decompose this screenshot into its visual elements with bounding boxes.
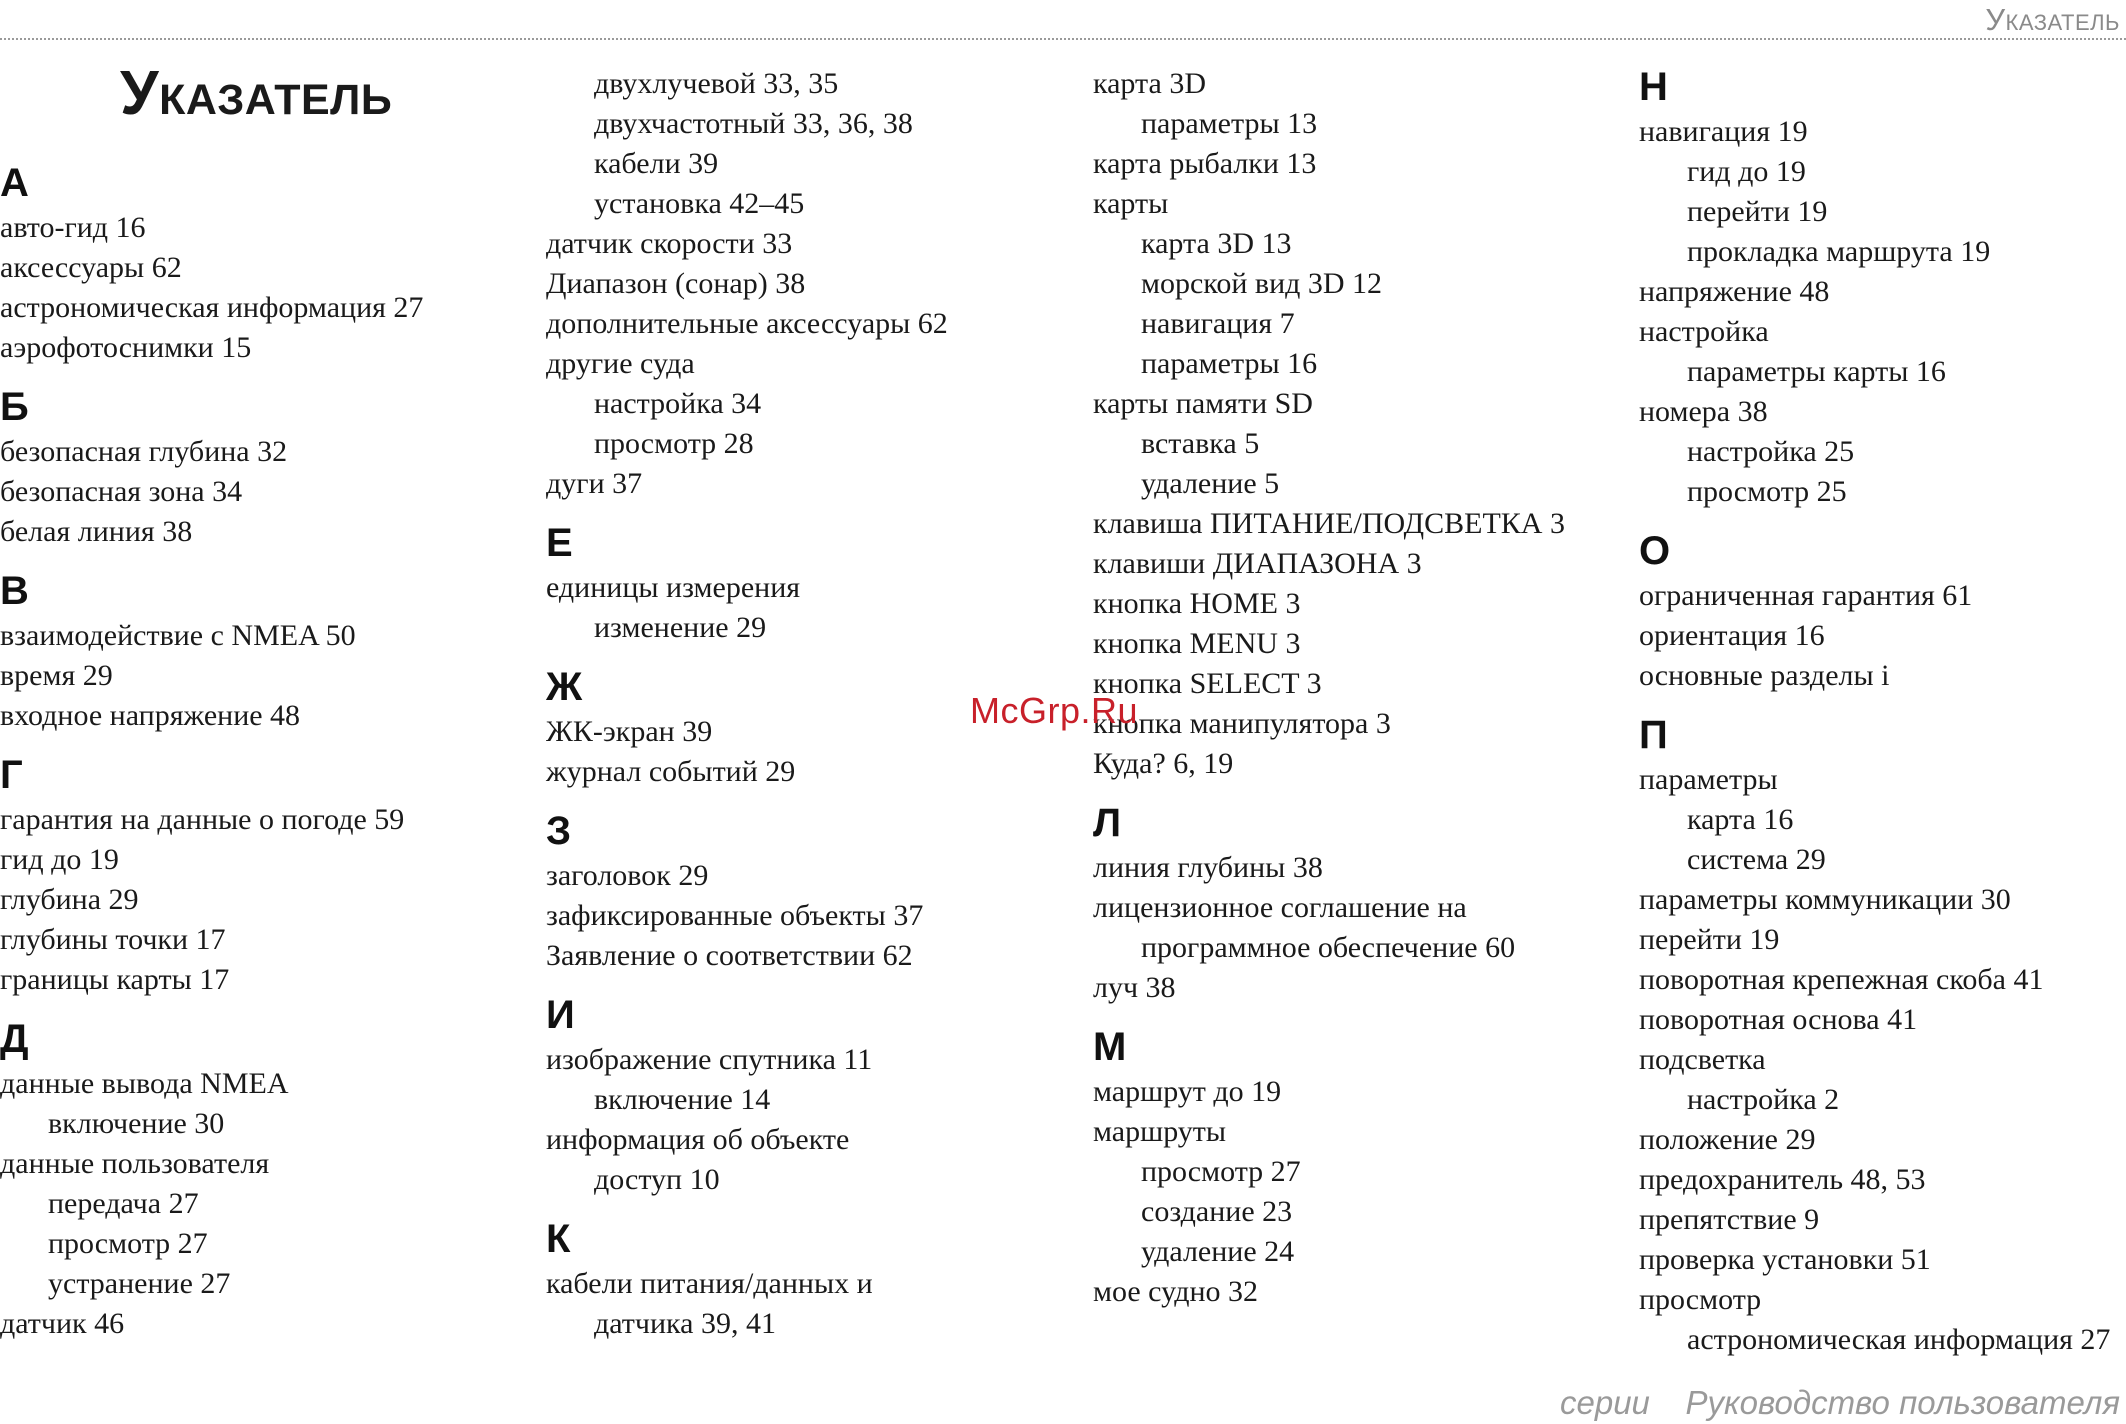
- index-entry: кнопка HOME 3: [1093, 587, 1301, 620]
- index-entry: карта 3D: [1093, 67, 1206, 100]
- index-subentry: вставка 5: [1141, 427, 1260, 460]
- index-letter-heading: Б: [0, 385, 29, 429]
- index-entry: Диапазон (сонар) 38: [546, 267, 806, 300]
- index-entry: гарантия на данные о погоде 59: [0, 803, 405, 836]
- index-subentry: создание 23: [1141, 1195, 1293, 1228]
- index-entry: кнопка MENU 3: [1093, 627, 1301, 660]
- index-entry: дуги 37: [546, 467, 643, 500]
- index-entry: единицы измерения: [546, 571, 801, 604]
- index-entry: параметры: [1639, 763, 1778, 796]
- footer-manual-title: Руководство пользователя: [1685, 1384, 2120, 1421]
- index-entry: глубины точки 17: [0, 923, 226, 956]
- index-column-4: [1639, 62, 2126, 1360]
- index-entry: границы карты 17: [0, 963, 230, 996]
- index-entry: подсветка: [1639, 1043, 1766, 1076]
- index-entry: клавиша ПИТАНИЕ/ПОДСВЕТКА 3: [1093, 507, 1565, 540]
- index-entry: данные вывода NMEA: [0, 1067, 289, 1100]
- index-subentry: доступ 10: [594, 1163, 720, 1196]
- index-entry: другие суда: [546, 347, 695, 380]
- index-entry: маршрут до 19: [1093, 1075, 1282, 1108]
- index-entry: безопасная зона 34: [0, 475, 243, 508]
- index-entry: изображение спутника 11: [546, 1043, 873, 1076]
- index-entry: белая линия 38: [0, 515, 193, 548]
- index-entry: кнопка SELECT 3: [1093, 667, 1322, 700]
- index-letter-heading: Н: [1639, 65, 1668, 109]
- index-subentry: перейти 19: [1687, 195, 1828, 228]
- index-entry: входное напряжение 48: [0, 699, 301, 732]
- index-subentry: датчика 39, 41: [594, 1307, 776, 1340]
- index-subentry: кабели 39: [594, 147, 719, 180]
- index-subentry: включение 14: [594, 1083, 771, 1116]
- index-entry: аэрофотоснимки 15: [0, 331, 252, 364]
- index-letter-heading: Д: [0, 1017, 29, 1061]
- index-entry: датчик 46: [0, 1307, 125, 1340]
- index-entry: луч 38: [1093, 971, 1176, 1004]
- index-subentry: система 29: [1687, 843, 1826, 876]
- index-entry: кнопка манипулятора 3: [1093, 707, 1391, 740]
- index-subentry: программное обеспечение 60: [1141, 931, 1516, 964]
- index-entry: безопасная глубина 32: [0, 435, 288, 468]
- index-entry: предохранитель 48, 53: [1639, 1163, 1926, 1196]
- index-subentry: установка 42–45: [594, 187, 805, 220]
- index-entry: Заявление о соответствии 62: [546, 939, 913, 972]
- index-entry: Куда? 6, 19: [1093, 747, 1234, 780]
- index-letter-heading: Л: [1093, 801, 1122, 845]
- index-letter-heading: Ж: [546, 665, 583, 709]
- index-letter-heading: Е: [546, 521, 573, 565]
- index-subentry: параметры 16: [1141, 347, 1318, 380]
- index-subentry: морской вид 3D 12: [1141, 267, 1383, 300]
- index-entry: препятствие 9: [1639, 1203, 1820, 1236]
- index-subentry: удаление 5: [1141, 467, 1280, 500]
- index-entry: авто-гид 16: [0, 211, 146, 244]
- index-subentry: устранение 27: [48, 1267, 231, 1300]
- index-entry: линия глубины 38: [1093, 851, 1323, 884]
- index-subentry: изменение 29: [594, 611, 767, 644]
- index-letter-heading: И: [546, 993, 575, 1037]
- index-subentry: настройка 34: [594, 387, 762, 420]
- index-entry: информация об объекте: [546, 1123, 850, 1156]
- index-entry: проверка установки 51: [1639, 1243, 1931, 1276]
- index-entry: данные пользователя: [0, 1147, 270, 1180]
- index-letter-heading: З: [546, 809, 572, 853]
- index-entry: ЖК-экран 39: [546, 715, 713, 748]
- index-letter-heading: А: [0, 161, 29, 205]
- index-entry: карта рыбалки 13: [1093, 147, 1317, 180]
- index-subentry: включение 30: [48, 1107, 225, 1140]
- index-entry: гид до 19: [0, 843, 119, 876]
- index-subentry: просмотр 27: [48, 1227, 208, 1260]
- index-entry: ориентация 16: [1639, 619, 1825, 652]
- index-entry: поворотная крепежная скоба 41: [1639, 963, 2044, 996]
- index-entry: поворотная основа 41: [1639, 1003, 1918, 1036]
- index-subentry: двухчастотный 33, 36, 38: [594, 107, 913, 140]
- index-subentry: карта 16: [1687, 803, 1794, 836]
- index-subentry: просмотр 27: [1141, 1155, 1301, 1188]
- index-entry: карты: [1093, 187, 1169, 220]
- index-entry: настройка: [1639, 315, 1769, 348]
- index-subentry: параметры 13: [1141, 107, 1318, 140]
- index-subentry: передача 27: [48, 1187, 199, 1220]
- index-entry: зафиксированные объекты 37: [546, 899, 924, 932]
- index-entry: параметры коммуникации 30: [1639, 883, 2011, 916]
- index-letter-heading: О: [1639, 529, 1671, 573]
- index-subentry: гид до 19: [1687, 155, 1806, 188]
- index-letter-heading: П: [1639, 713, 1668, 757]
- index-letter-heading: К: [546, 1217, 571, 1261]
- index-subentry: навигация 7: [1141, 307, 1295, 340]
- index-entry: взаимодействие с NMEA 50: [0, 619, 356, 652]
- index-subentry: астрономическая информация 27: [1687, 1323, 2111, 1356]
- index-entry: мое судно 32: [1093, 1275, 1259, 1308]
- running-header: Указатель: [1985, 2, 2120, 37]
- index-entry: основные разделы i: [1639, 659, 1890, 692]
- index-entry: перейти 19: [1639, 923, 1780, 956]
- index-subentry: настройка 25: [1687, 435, 1855, 468]
- index-entry: журнал событий 29: [546, 755, 796, 788]
- index-column-1: [0, 158, 540, 1344]
- index-entry: кабели питания/данных и: [546, 1267, 873, 1300]
- index-entry: маршруты: [1093, 1115, 1227, 1148]
- index-subentry: карта 3D 13: [1141, 227, 1292, 260]
- index-entry: клавиши ДИАПАЗОНА 3: [1093, 547, 1422, 580]
- index-entry: лицензионное соглашение на: [1093, 891, 1467, 924]
- index-subentry: прокладка маршрута 19: [1687, 235, 1991, 268]
- index-subentry: удаление 24: [1141, 1235, 1295, 1268]
- index-subentry: просмотр 25: [1687, 475, 1847, 508]
- header-dotted-rule: [0, 38, 2126, 40]
- index-entry: астрономическая информация 27: [0, 291, 424, 324]
- index-letter-heading: М: [1093, 1025, 1127, 1069]
- index-letter-heading: Г: [0, 753, 23, 797]
- index-entry: датчик скорости 33: [546, 227, 793, 260]
- index-entry: навигация 19: [1639, 115, 1808, 148]
- index-entry: номера 38: [1639, 395, 1768, 428]
- index-entry: время 29: [0, 659, 113, 692]
- index-subentry: настройка 2: [1687, 1083, 1840, 1116]
- index-entry: дополнительные аксессуары 62: [546, 307, 948, 340]
- index-letter-heading: В: [0, 569, 29, 613]
- index-subentry: просмотр 28: [594, 427, 754, 460]
- index-column-3: [1093, 64, 1633, 1312]
- index-subentry: параметры карты 16: [1687, 355, 1946, 388]
- index-entry: заголовок 29: [546, 859, 709, 892]
- page-title: Указатель: [120, 59, 393, 128]
- footer-series-label: серии: [1560, 1384, 1650, 1421]
- index-entry: карты памяти SD: [1093, 387, 1313, 420]
- index-entry: глубина 29: [0, 883, 139, 916]
- watermark: McGrp.Ru: [970, 690, 1139, 731]
- index-entry: просмотр: [1639, 1283, 1762, 1316]
- index-entry: ограниченная гарантия 61: [1639, 579, 1973, 612]
- index-entry: положение 29: [1639, 1123, 1816, 1156]
- index-subentry: двухлучевой 33, 35: [594, 67, 839, 100]
- index-entry: аксессуары 62: [0, 251, 182, 284]
- index-entry: напряжение 48: [1639, 275, 1830, 308]
